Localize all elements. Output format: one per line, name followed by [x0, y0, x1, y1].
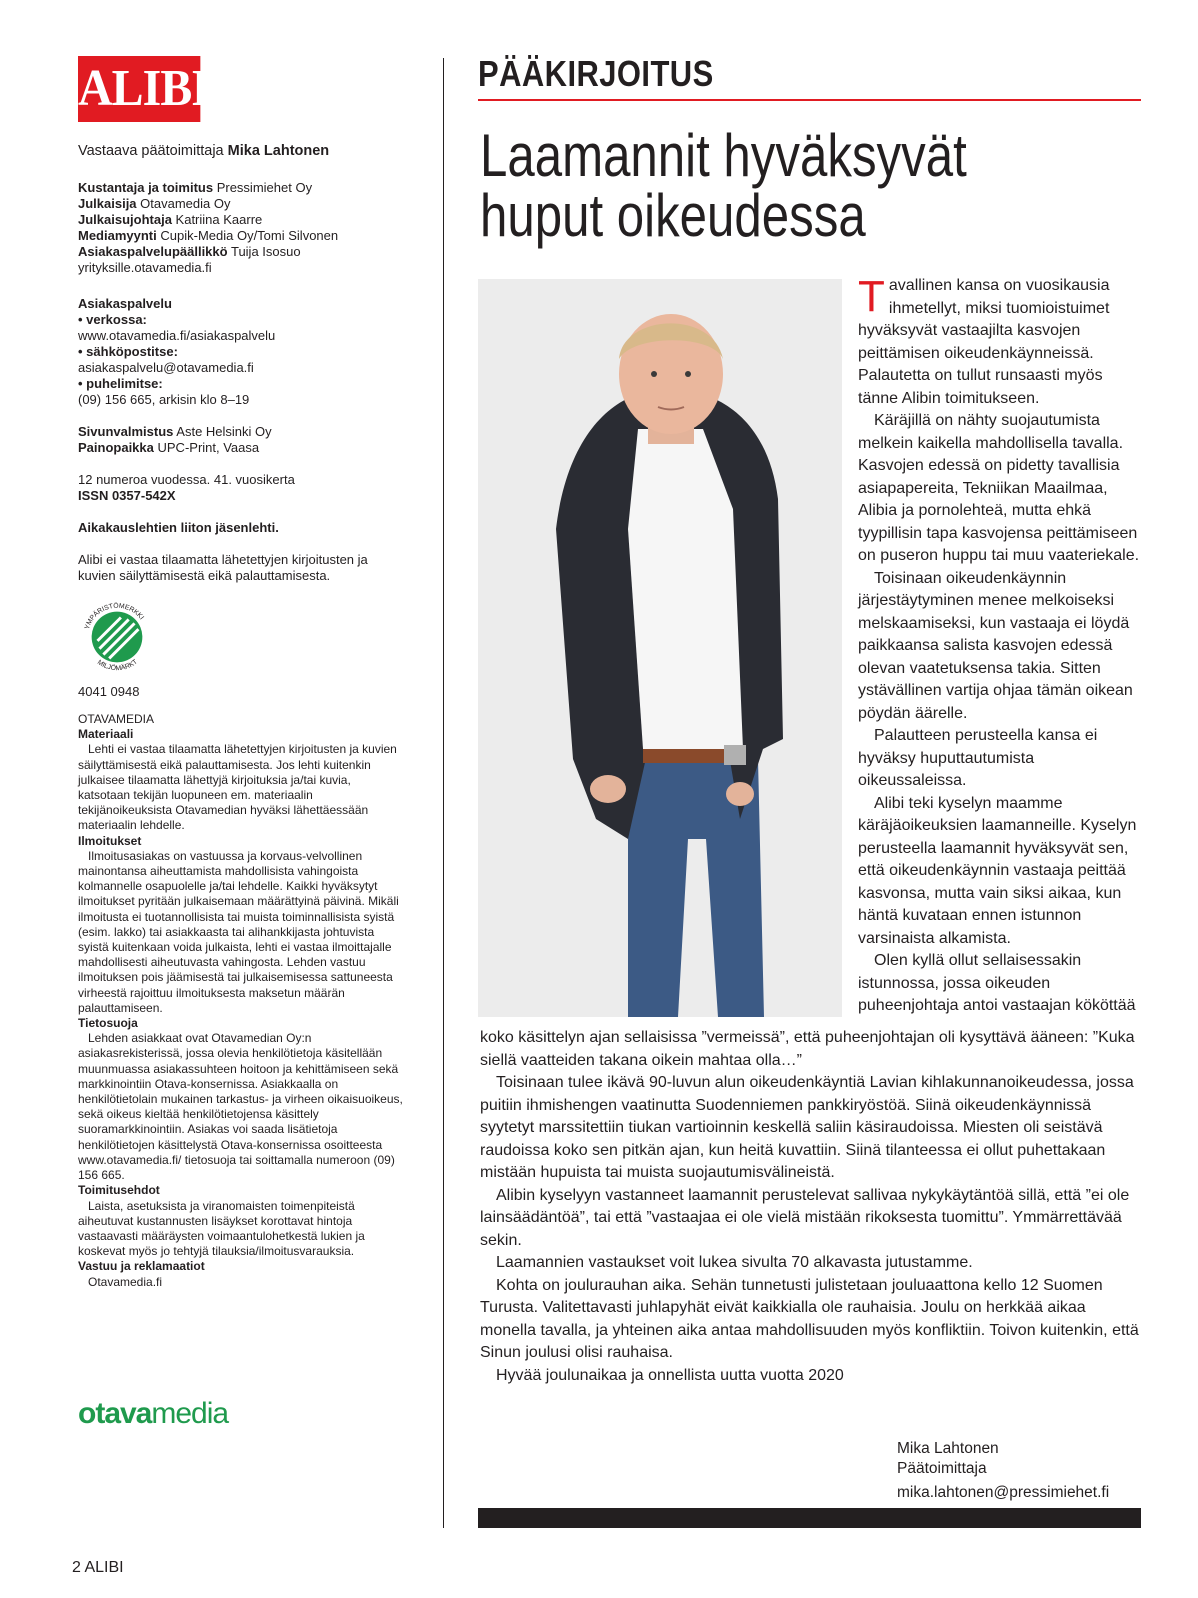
- article-paragraph: Palautteen perusteella kansa ei hyväksy huputtautumista oikeussaleissa.: [858, 727, 1098, 789]
- column-divider: [443, 58, 444, 1528]
- article-paragraph: Käräjillä on nähty suojautumista melkein kaikella mahdollisella tavalla. Kasvojen edessä on pidetty tavallisia asiapapereita, Tekniikan Maailmaa, Alibia ja pornolehteä, mutta ehkä tyypillisin tapa kasvojensa peittämiseen on puseron huppu tai muu vaateriekale.: [858, 412, 1140, 564]
- terms-heading: Tietosuoja: [78, 1016, 138, 1031]
- otavamedia-logo: otavamedia: [78, 1397, 229, 1430]
- credit-line: Kustantaja ja toimitus Pressimiehet Oy: [78, 180, 313, 195]
- article-paragraph: Olen kyllä ollut sellaisessakin istunnossa, jossa oikeuden puheenjohtaja antoi vastaajan kököttää: [858, 952, 1136, 1014]
- article-paragraph: Alibi teki kyselyn maamme käräjäoikeuksien laamanneille. Kyselyn perusteella laamannit hyväksyvät sen, että oikeudenkäynnin vastaaja peittää kasvonsa, mutta vain siksi aikaa, kun häntä kuvataan ennen istunnon varsinaista alkamista.: [858, 794, 1137, 947]
- production-line: Sivunvalmistus Aste Helsinki Oy: [78, 424, 272, 439]
- email-label: • sähköpostitse:: [78, 344, 178, 359]
- drop-cap: T: [858, 272, 885, 321]
- phone-value: (09) 156 665, arkisin klo 8–19: [78, 392, 250, 407]
- article-full-width: [480, 1027, 1142, 1387]
- terms-text: Lehti ei vastaa tilaamatta lähetettyjen kirjoitusten ja kuvien säilyttämisestä eikä palauttamisesta. Jos lehti kuitenkin julkaisee tilaamatta lähettyjä kirjoituksia ja/tai kuvia, katsotaan tekijän luopuneen em. materiaalin tekijänoikeuksista Otavamedian hyväksi lähettäessään materiaalin lehdelle.: [78, 742, 397, 833]
- editor-in-chief: Vastaava päätoimittaja Mika Lahtonen: [78, 143, 330, 159]
- section-rule: [478, 99, 1141, 101]
- terms-text: Otavamedia.fi: [88, 1274, 163, 1289]
- web-value: www.otavamedia.fi/asiakaspalvelu: [78, 328, 276, 343]
- article-paragraph: koko käsittelyn ajan sellaisissa ”vermeissä”, että puheenjohtajan oli kysyttävä ääneen: ”Kuka siellä vaatteiden takana oikein mahtaa olla…”: [480, 1029, 1135, 1069]
- credits-list: [78, 180, 403, 276]
- editor-photo: [478, 279, 842, 1017]
- terms-text: Ilmoitusasiakas on vastuussa ja korvaus-velvollinen mainontansa aiheuttamista mahdollisista vahingoista kolmannelle osapuolelle ja/tai lehdelle. Kaikki hyväksytyt ilmoitukset pyritään julkaisemaan määrättyinä päivinä. Mikäli ilmoitusta ei tuotannollisista tai muista toiminnallisista syistä (esim. lakko) tai asiakkaasta tai alihankkijasta johtuvista syistä kuitenkaan voida julkaista, lehti ei vastaa ilmoittajalle mahdollisesti aiheutuvasta vahingosta. Lehden vastuu ilmoituksen pois jäämisestä tai julkaisemisessa sattuneesta virheestä rajoittuu ilmoituksesta maksetun määrän palauttamiseen.: [78, 848, 399, 1015]
- editor-portrait-illustration: [478, 279, 842, 1017]
- signature-title: Päätoimittaja: [897, 1460, 987, 1477]
- terms-heading: Ilmoitukset: [78, 833, 142, 848]
- article-paragraph: Kohta on joulurauhan aika. Sehän tunnetusti julistetaan jouluaattona kello 12 Suomen Turusta. Valitettavasti juhlapyhät eivät kaikkialla ole rauhaisia. Joulu on herkkää aikaa monella tavalla, ja yhteinen aika antaa mahdollisuuden myös konfliktiin. Toivon kuitenkin, että Sinun joulusi olisi rauhaisa.: [480, 1276, 1139, 1361]
- terms-of-publication: [78, 712, 403, 1290]
- terms-text: Laista, asetuksista ja viranomaisten toimenpiteistä aiheutuvat kustannusten lisäykset korottavat hintoja vastaavasti määräysten voimaantulohetkestä lukien ja koskevat myös jo tehtyjä tilauksia/ilmoitusvarauksia.: [78, 1198, 365, 1259]
- web-label: • verkossa:: [78, 312, 147, 327]
- terms-publisher: OTAVAMEDIA: [78, 712, 155, 726]
- customer-service: [78, 296, 403, 408]
- article-paragraph: Alibin kyselyyn vastanneet laamannit perustelevat sallivaa nykykäytäntöä sillä, että ”ei ole lainsäädäntöä”, tai että ”vastaajaa ei ole vielä mistään rikoksesta tuomittu”. Ymmärrettävää sekin.: [480, 1186, 1130, 1249]
- issn: ISSN 0357-542X: [78, 488, 176, 503]
- production-info: [78, 424, 403, 456]
- page-folio: 2 ALIBI: [72, 1559, 124, 1576]
- headline: Laamannit hyväksyvät huput oikeudessa: [480, 122, 967, 249]
- eco-label-number: 4041 0948: [78, 684, 140, 699]
- article-paragraph: Hyvää joulunaikaa ja onnellista uutta vuotta 2020: [496, 1366, 844, 1384]
- nordic-swan-ecolabel-icon: [78, 598, 156, 676]
- article-column: [858, 272, 1142, 1018]
- svg-text:YMPÄRISTÖMERKKI: YMPÄRISTÖMERKKI: [83, 602, 145, 631]
- credit-line: Asiakaspalvelupäällikkö Tuija Isosuo: [78, 244, 301, 259]
- customer-service-heading: Asiakaspalvelu: [78, 296, 172, 311]
- article-paragraph: Tavallinen kansa on vuosikausia ihmetellyt, miksi tuomioistuimet hyväksyvät vastaajilta kasvojen peittämisen oikeudenkäynneissä. Palautetta on tullut runsaasti myös tänne Alibin toimitukseen.: [858, 272, 1110, 407]
- footer-bar: [478, 1508, 1141, 1528]
- article-paragraph: Toisinaan tulee ikävä 90-luvun alun oikeudenkäyntiä Lavian kihlakunnanoikeudessa, jossa puitiin ihmishengen vaatinutta Suodenniemen pankkiryöstöä. Siinä oikeudenkäynnissä syytetyt marssitettiin tiukan vartioinnin keskellä saliin käsiraudoissa. Miesten oli seistävä raudoissa koko sen pitkän ajan, kun heitä kuvattiin. Siinä tilanteessa ei ollut puhettakaan mistään hupuista tai muista suojautumisvälineistä.: [480, 1074, 1134, 1181]
- signature-name: Mika Lahtonen: [897, 1440, 999, 1457]
- section-title: PÄÄKIRJOITUS: [478, 53, 714, 94]
- alibi-logo: ALIBI: [78, 56, 200, 122]
- terms-text: Lehden asiakkaat ovat Otavamedian Oy:n asiakasrekisterissä, jossa olevia henkilötietoja käsitellään muunmuassa asiakassuhteen hoitoon ja kehittämiseen sekä markkinointiin Otava-konsernissa. Asiakkaalla on henkilötietolain mukainen tarkastus- ja virheen oikaisuoikeus, sekä oikeus kieltää henkilötietojensa käsittely suoramarkkinointiin. Asiakas voi saada lisätietoja henkilötietojen käsittelystä Otava-konsernissa osoitteesta www.otavamedia.fi/ tietosuoja tai soittamalla numeroon (09) 156 665.: [78, 1031, 403, 1183]
- credits-url: yrityksille.otavamedia.fi: [78, 260, 212, 275]
- article-paragraph: Toisinaan oikeudenkäynnin järjestäytyminen menee melkoiseksi melskaamiseksi, kun vastaaja ei löydä paikkaansa salista kasvojen edessä olevan vaatetuksensa takia. Sitten ystävällinen vartija ohjaa tämän oikean pöydän äärelle.: [858, 569, 1133, 722]
- terms-heading: Materiaali: [78, 727, 134, 742]
- terms-heading: Toimitusehdot: [78, 1183, 160, 1198]
- email-value: asiakaspalvelu@otavamedia.fi: [78, 360, 254, 375]
- credit-line: Julkaisujohtaja Katriina Kaarre: [78, 212, 263, 227]
- membership-note: Aikakauslehtien liiton jäsenlehti.: [78, 520, 279, 535]
- signature: [897, 1439, 1109, 1503]
- terms-heading: Vastuu ja reklamaatiot: [78, 1259, 205, 1274]
- masthead: [78, 56, 403, 1290]
- credit-line: Julkaisija Otavamedia Oy: [78, 196, 231, 211]
- svg-text:MILJÖMÄRKT: MILJÖMÄRKT: [95, 658, 139, 673]
- article-paragraph: Laamannien vastaukset voit lukea sivulta 70 alkavasta jutustamme.: [496, 1254, 973, 1271]
- disclaimer: Alibi ei vastaa tilaamatta lähetettyjen kirjoitusten ja kuvien säilyttämisestä eikä palauttamisesta.: [78, 552, 368, 583]
- signature-email[interactable]: mika.lahtonen@pressimiehet.fi: [897, 1484, 1110, 1501]
- credit-line: Mediamyynti Cupik-Media Oy/Tomi Silvonen: [78, 228, 339, 243]
- issue-frequency: 12 numeroa vuodessa. 41. vuosikerta: [78, 472, 295, 487]
- phone-label: • puhelimitse:: [78, 376, 163, 391]
- production-line: Painopaikka UPC-Print, Vaasa: [78, 440, 260, 455]
